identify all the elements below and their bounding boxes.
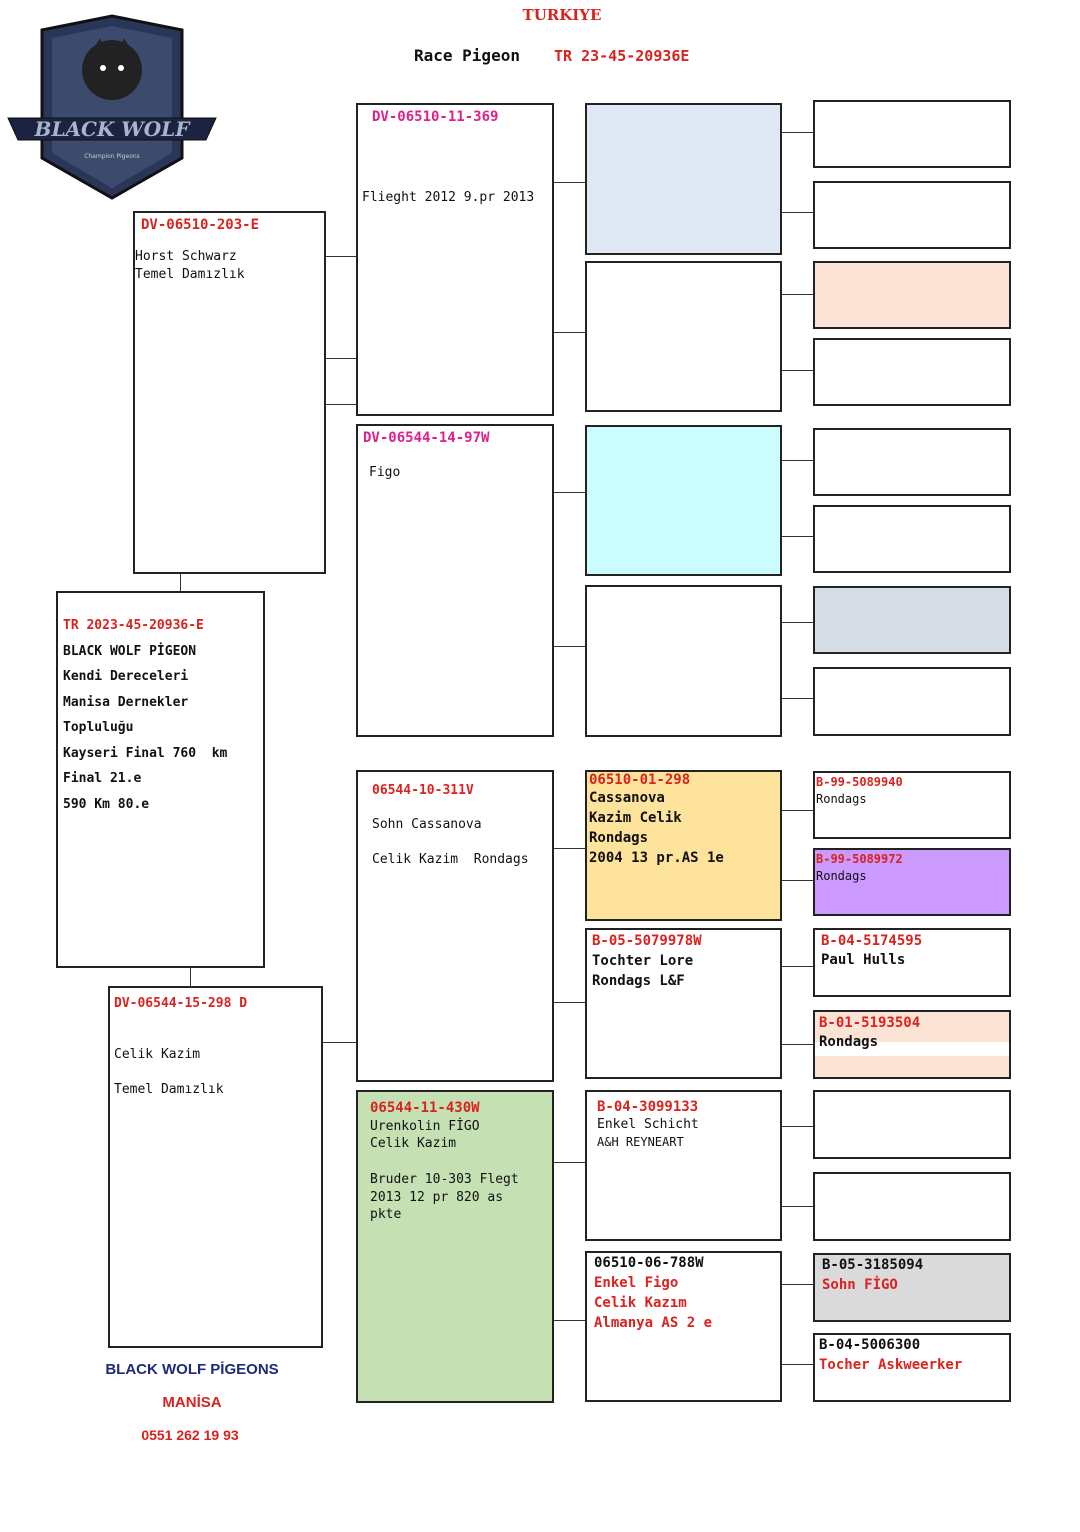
- connector: [780, 1364, 814, 1365]
- gen4-box: [813, 1090, 1011, 1159]
- gen3-mmf-ring: B-04-3099133: [597, 1099, 699, 1115]
- gen3-mmf-line: Enkel Schicht: [597, 1117, 699, 1132]
- gen2-ff-ring: DV-06510-11-369: [372, 109, 499, 125]
- gen2-mm-line: Celik Kazim: [370, 1136, 457, 1151]
- subject-ring: TR 2023-45-20936-E: [63, 618, 204, 633]
- gen3-ffm-box: [585, 261, 782, 412]
- gen4-mfmm-text: Rondags: [819, 1034, 879, 1050]
- gen2-mm-extra: 2013 12 pr 820 as: [370, 1189, 504, 1205]
- gen2-mm-extra: Bruder 10-303 Flegt: [370, 1172, 519, 1187]
- gen3-mmm-line: Enkel Figo: [594, 1275, 679, 1291]
- gen4-mffm-ring: B-99-5089972: [816, 852, 903, 866]
- connector: [780, 212, 814, 213]
- connector: [552, 182, 586, 183]
- gen4-box: [813, 338, 1011, 406]
- subject-box: [56, 591, 265, 968]
- gen4-box: [813, 428, 1011, 496]
- gen3-fff-box: [585, 103, 782, 255]
- connector: [324, 404, 357, 405]
- mother-line: Temel Damızlık: [114, 1082, 224, 1097]
- footer-city: MANİSA: [162, 1394, 222, 1411]
- connector: [780, 1044, 814, 1045]
- gen4-mfff-text: Rondags: [816, 792, 867, 806]
- gen2-mm-line: Urenkolin FİGO: [370, 1119, 480, 1134]
- connector: [552, 848, 586, 849]
- gen3-mmf-line: A&H REYNEART: [597, 1135, 684, 1149]
- gen3-mff-box: [585, 770, 782, 921]
- gen4-box: [813, 261, 1011, 329]
- father-box: [133, 211, 326, 574]
- connector: [326, 256, 358, 257]
- header-title: Race Pigeon: [414, 46, 520, 65]
- gen2-mm-box: [356, 1090, 554, 1403]
- gen2-mf-ring: 06544-10-311V: [372, 783, 474, 798]
- gen4-mmmm-text: Tocher Askweerker: [819, 1357, 963, 1373]
- gen3-mmf-box: [585, 1090, 782, 1241]
- gen4-mffm-box: [813, 848, 1011, 916]
- connector: [552, 646, 586, 647]
- gen4-mfmm-ring: B-01-5193504: [819, 1015, 921, 1031]
- connector: [552, 1002, 586, 1003]
- header-country: TURKIYE: [522, 6, 602, 24]
- gen4-mmmf-text: Sohn FİGO: [822, 1277, 898, 1293]
- gen3-mfm-ring: B-05-5079978W: [592, 933, 702, 949]
- connector: [324, 358, 357, 359]
- father-line: Horst Schwarz: [135, 249, 237, 264]
- gen3-mmm-line: Celik Kazım: [594, 1295, 687, 1311]
- gen4-mffm-text: Rondags: [816, 869, 867, 883]
- gen4-box: [813, 181, 1011, 249]
- connector: [780, 536, 814, 537]
- connector: [780, 698, 814, 699]
- connector: [552, 1162, 586, 1163]
- gen3-fmf-box: [585, 425, 782, 576]
- gen2-fm-ring: DV-06544-14-97W: [363, 430, 490, 446]
- subject-line: 590 Km 80.e: [63, 796, 150, 812]
- logo-text: BLACK WOLF: [34, 117, 190, 141]
- connector: [552, 1320, 586, 1321]
- gen3-mff-ring: 06510-01-298: [589, 772, 691, 788]
- gen4-mfmf-box: [813, 928, 1011, 997]
- gen3-mmm-line: Almanya AS 2 e: [594, 1315, 713, 1331]
- gen3-mmm-box: [585, 1251, 782, 1402]
- connector: [780, 1206, 814, 1207]
- gen4-box: [813, 100, 1011, 168]
- subject-line: Kendi Dereceleri: [63, 669, 189, 684]
- connector: [552, 492, 586, 493]
- gen3-mff-line: Cassanova: [589, 790, 665, 806]
- gen3-mff-line: Kazim Celik: [589, 810, 682, 826]
- gen4-mfff-ring: B-99-5089940: [816, 775, 903, 789]
- gen3-fmm-box: [585, 585, 782, 737]
- gen2-mf-line: Sohn Cassanova: [372, 817, 482, 832]
- connector: [780, 1126, 814, 1127]
- logo-subtext: Champion Pigeons: [84, 153, 140, 160]
- gen2-ff-text: Flieght 2012 9.pr 2013: [362, 190, 535, 205]
- black-wolf-logo: [6, 8, 218, 200]
- gen4-box: [813, 505, 1011, 573]
- connector: [780, 294, 814, 295]
- gen4-mmmf-ring: B-05-3185094: [822, 1257, 924, 1273]
- gen2-mm-extra: pkte: [370, 1207, 402, 1222]
- connector: [780, 966, 814, 967]
- gen2-ff-box: [356, 103, 554, 416]
- connector: [780, 132, 814, 133]
- father-ring: DV-06510-203-E: [141, 217, 260, 233]
- gen4-mfmm-box: [813, 1010, 1011, 1079]
- gen4-mmmm-ring: B-04-5006300: [819, 1337, 921, 1353]
- gen3-mfm-line: Rondags L&F: [592, 973, 685, 989]
- gen4-box: [813, 667, 1011, 736]
- gen4-mmmf-box: [813, 1253, 1011, 1322]
- connector: [780, 1284, 814, 1285]
- mother-ring: DV-06544-15-298 D: [114, 996, 248, 1011]
- connector: [780, 880, 814, 881]
- gen3-mmm-ring: 06510-06-788W: [594, 1255, 704, 1271]
- connector: [552, 332, 586, 333]
- gen4-box: [813, 1172, 1011, 1241]
- gen4-mfmf-ring: B-04-5174595: [821, 933, 923, 949]
- subject-line: Final 21.e: [63, 771, 142, 786]
- header-ring: TR 23-45-20936E: [554, 47, 690, 65]
- connector: [190, 966, 191, 987]
- connector: [322, 1042, 357, 1043]
- subject-line: Manisa Dernekler: [63, 694, 189, 710]
- father-line: Temel Damızlık: [135, 267, 245, 282]
- subject-line: Topluluğu: [63, 720, 134, 735]
- gen2-mf-box: [356, 770, 554, 1082]
- footer-phone: 0551 262 19 93: [141, 1427, 239, 1443]
- gen4-mfmf-text: Paul Hulls: [821, 952, 906, 968]
- gen2-fm-box: [356, 424, 554, 737]
- gen2-mm-ring: 06544-11-430W: [370, 1100, 480, 1116]
- mother-box: [108, 986, 323, 1348]
- gen3-mff-line: 2004 13 pr.AS 1e: [589, 850, 724, 866]
- gen4-box: [813, 586, 1011, 654]
- gen4-mfff-box: [813, 771, 1011, 839]
- gen2-mf-line: Celik Kazim Rondags: [372, 852, 529, 867]
- connector: [780, 370, 814, 371]
- mother-line: Celik Kazim: [114, 1047, 201, 1062]
- footer-name: BLACK WOLF PİGEONS: [105, 1361, 279, 1378]
- gen2-fm-text: Figo: [369, 465, 401, 480]
- connector: [180, 572, 181, 592]
- gen3-mfm-box: [585, 928, 782, 1079]
- connector: [780, 810, 814, 811]
- gen3-mff-line: Rondags: [589, 830, 649, 846]
- connector: [780, 622, 814, 623]
- gen3-mfm-line: Tochter Lore: [592, 953, 694, 969]
- subject-line: Kayseri Final 760 km: [63, 745, 228, 761]
- gen4-mmmm-box: [813, 1333, 1011, 1402]
- connector: [780, 460, 814, 461]
- subject-line: BLACK WOLF PİGEON: [63, 643, 197, 659]
